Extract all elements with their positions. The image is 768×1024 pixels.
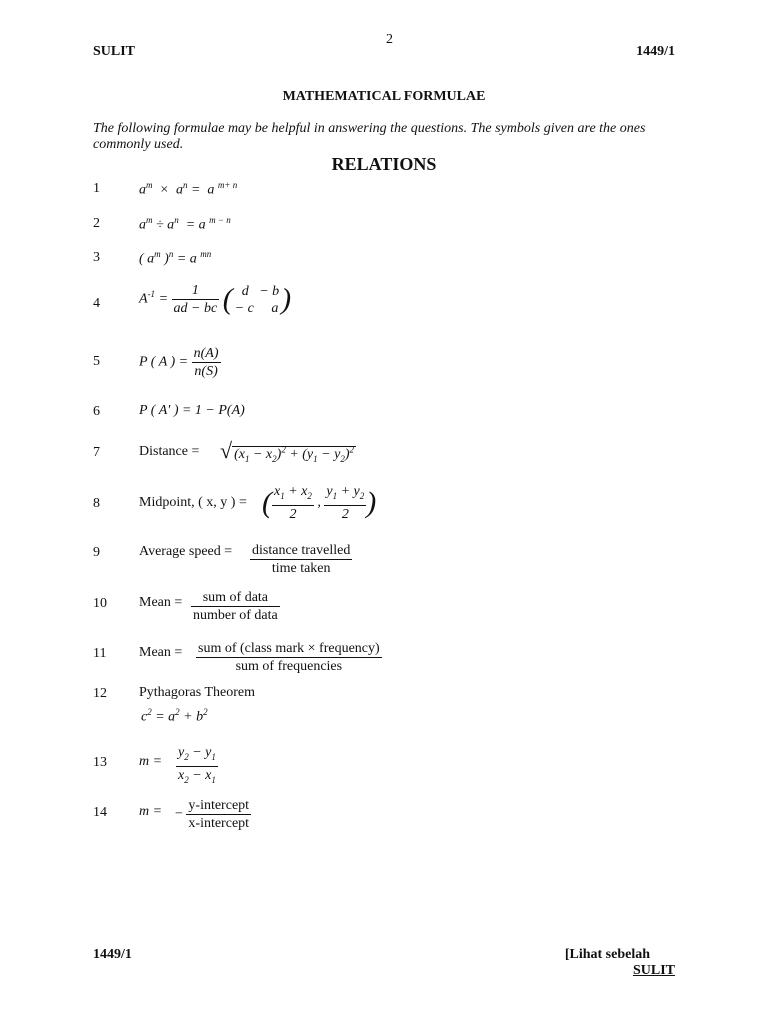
formula-11-numerator: sum of (class mark × frequency) bbox=[198, 641, 380, 656]
formula-number: 3 bbox=[93, 250, 100, 265]
formula-10-numerator: sum of data bbox=[191, 589, 280, 607]
page-number: 2 bbox=[386, 32, 393, 47]
formula-7-distance-expression: √ $(x_1 - x_2)^2 + (y_1 - y_2)^2$ bbox=[220, 438, 354, 464]
formula-9-label: Average speed = bbox=[139, 544, 233, 559]
formula-8-midpoint-expression: ( $\frac{x_1 + x_2}{2}$ , $\frac{y_1 + y_2}{2}$ ) bbox=[262, 484, 377, 522]
formula-10-denominator: number of data bbox=[193, 608, 278, 623]
formula-number: 7 bbox=[93, 445, 100, 460]
formula-11-fraction bbox=[196, 640, 382, 675]
formula-number: 10 bbox=[93, 596, 107, 611]
formula-12-label: Pythagoras Theorem bbox=[139, 685, 255, 700]
formula-13-gradient: $\frac{y_2 - y_1}{x_2 - x_1}$ bbox=[178, 745, 216, 785]
formula-11-denominator: sum of frequencies bbox=[235, 659, 343, 674]
formula-number: 4 bbox=[93, 296, 100, 311]
formula-number: 1 bbox=[93, 181, 100, 196]
formula-9-fraction bbox=[250, 542, 352, 577]
formula-8-label: Midpoint, ( x, y ) = bbox=[139, 495, 247, 510]
formula-6-complement-probability: P ( A′ ) = 1 − P(A) bbox=[139, 403, 245, 418]
header-paper-code: 1449/1 bbox=[636, 44, 675, 59]
section-heading: RELATIONS bbox=[331, 154, 437, 174]
formula-number: 13 bbox=[93, 755, 107, 770]
header-classification: SULIT bbox=[93, 44, 136, 59]
formula-number: 6 bbox=[93, 404, 100, 419]
formula-3-index-power: ( $a^m$ )$^n$ = a $^{mn}$ bbox=[139, 249, 212, 267]
formula-number: 8 bbox=[93, 496, 100, 511]
formula-13-label: m = bbox=[139, 754, 163, 769]
formula-number: 5 bbox=[93, 354, 100, 369]
formula-10-fraction bbox=[191, 589, 280, 624]
intro-text: The following formulae may be helpful in answering the questions. The symbols given are the ones commonly used. bbox=[93, 121, 646, 152]
formula-1-index-product: $a^m \times a^n = a$ $^{m+ n}$ bbox=[139, 180, 238, 198]
page-title: MATHEMATICAL FORMULAE bbox=[282, 89, 486, 104]
formula-number: 9 bbox=[93, 545, 100, 560]
footer-classification: SULIT bbox=[632, 963, 675, 978]
formula-7-label: Distance = bbox=[139, 444, 200, 459]
formula-number: 14 bbox=[93, 805, 107, 820]
formula-14-denominator: x-intercept bbox=[188, 816, 250, 831]
formula-5-probability: P ( A ) = $\frac{n(A)}{n(S)}$ bbox=[139, 346, 219, 379]
formula-2-index-quotient: $a^m \div a^n = a$ $^{m - n}$ bbox=[139, 215, 231, 233]
formula-number: 12 bbox=[93, 686, 107, 701]
formula-12-pythagoras: $c^2 = a^2 + b^2$ bbox=[141, 707, 208, 725]
formula-number: 11 bbox=[93, 646, 107, 661]
formula-number: 2 bbox=[93, 216, 100, 231]
formula-14-label: m = bbox=[139, 804, 163, 819]
footer-paper-code: 1449/1 bbox=[93, 947, 132, 962]
formula-14-numerator: y-intercept bbox=[188, 798, 250, 813]
formula-11-label: Mean = bbox=[139, 645, 183, 660]
formula-14-gradient: − $\frac{\text{y-intercept}}{\text{x-intercept}}$ bbox=[175, 798, 250, 831]
footer-next-page: [Lihat sebelah bbox=[564, 947, 650, 962]
formula-9-numerator: distance travelled bbox=[252, 543, 351, 558]
formula-4-inverse-matrix: $A^{-1}$ = $\frac{1}{ad - bc}$ ( d − b − c a ) bbox=[139, 282, 292, 316]
formula-9-denominator: time taken bbox=[271, 561, 331, 576]
formula-10-label: Mean = bbox=[139, 595, 183, 610]
